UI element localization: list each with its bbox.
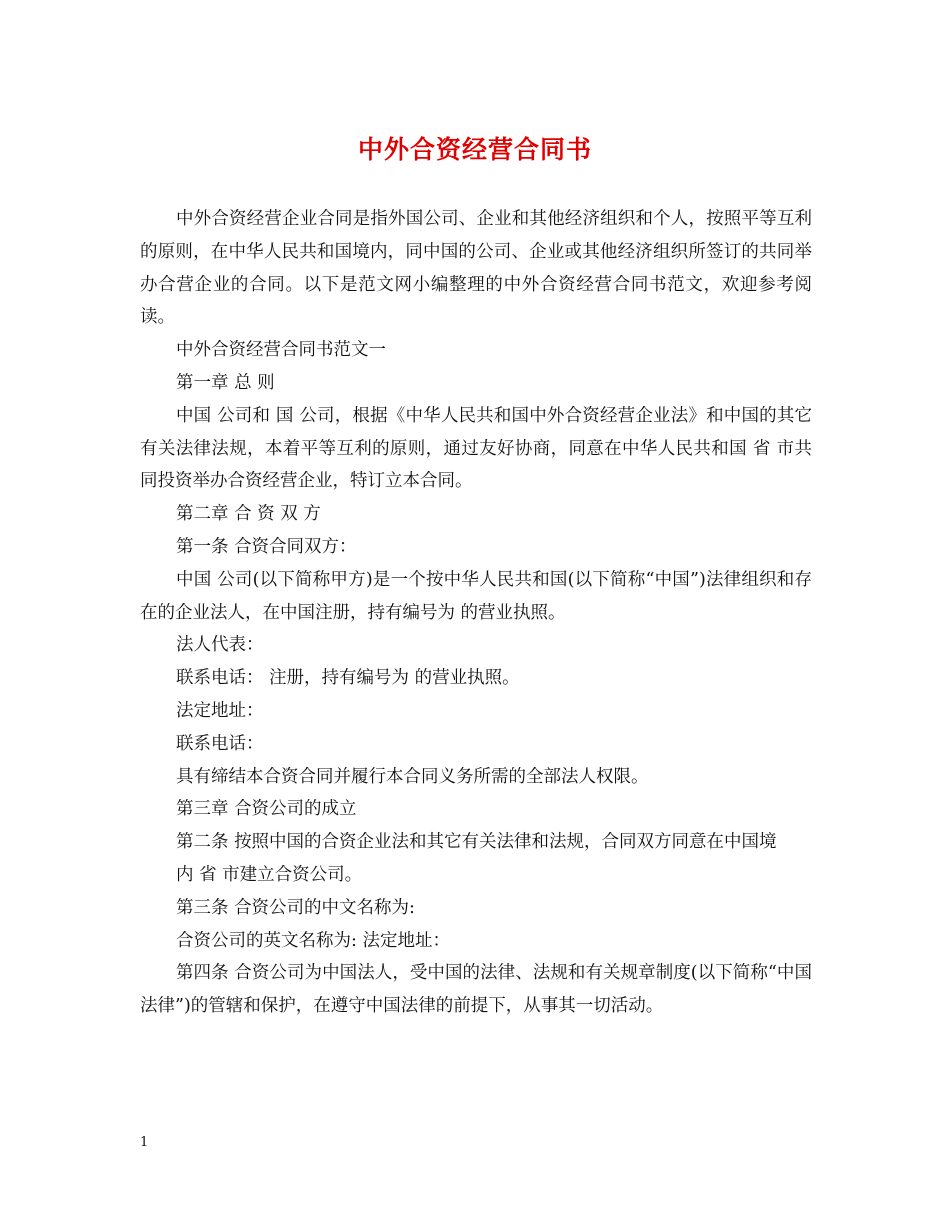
paragraph-phone-2: 联系电话： <box>176 733 264 754</box>
paragraph-legal-rep: 法人代表： <box>176 635 264 656</box>
paragraph-article-4: 第四条 合资公司为中国法人，受中国的法律、法规和有关规章制度(以下简称“中国法律”)的管辖和保护，在遵守中国法律的前提下，从事其一切活动。 <box>140 963 812 1017</box>
paragraph-party-a: 中国 公司(以下简称甲方)是一个按中华人民共和国(以下简称“中国”)法律组织和存在的企业法人，在中国注册，持有编号为 的营业执照。 <box>140 569 812 623</box>
page-number: 1 <box>140 1135 149 1150</box>
paragraph-sample-heading: 中外合资经营合同书范文一 <box>176 340 386 361</box>
paragraph-chapter-3: 第三章 合资公司的成立 <box>176 799 357 820</box>
paragraph-chapter-1: 第一章 总 则 <box>176 372 275 393</box>
document-body <box>140 203 812 1023</box>
paragraph-preamble: 中国 公司和 国 公司，根据《中华人民共和国中外合资经营企业法》和中国的其它有关法律法规，本着平等互利的原则，通过友好协商，同意在中华人民共和国 省 市共同投资举办合资经营企业，特订立本合同。 <box>140 405 812 492</box>
paragraph-authority: 具有缔结本合资合同并履行本合同义务所需的全部法人权限。 <box>176 766 649 787</box>
paragraph-intro: 中外合资经营企业合同是指外国公司、企业和其他经济组织和个人，按照平等互利的原则，在中华人民共和国境内，同中国的公司、企业或其他经济组织所签订的共同举办合营企业的合同。以下是范文网小编整理的中外合资经营合同书范文，欢迎参考阅读。 <box>140 209 812 328</box>
paragraph-article-1: 第一条 合资合同双方： <box>176 536 357 557</box>
paragraph-article-2-cont: 内 省 市建立合资公司。 <box>176 864 363 885</box>
document-title: 中外合资经营合同书 <box>357 135 592 164</box>
paragraph-chapter-2: 第二章 合 资 双 方 <box>176 504 321 525</box>
paragraph-english-name: 合资公司的英文名称为: 法定地址： <box>176 930 450 951</box>
paragraph-legal-address: 法定地址： <box>176 700 264 721</box>
paragraph-article-2: 第二条 按照中国的合资企业法和其它有关法律和法规，合同双方同意在中国境 <box>176 832 777 853</box>
paragraph-phone-1: 联系电话： 注册，持有编号为 的营业执照。 <box>176 668 520 689</box>
paragraph-article-3: 第三条 合资公司的中文名称为: <box>176 897 415 918</box>
